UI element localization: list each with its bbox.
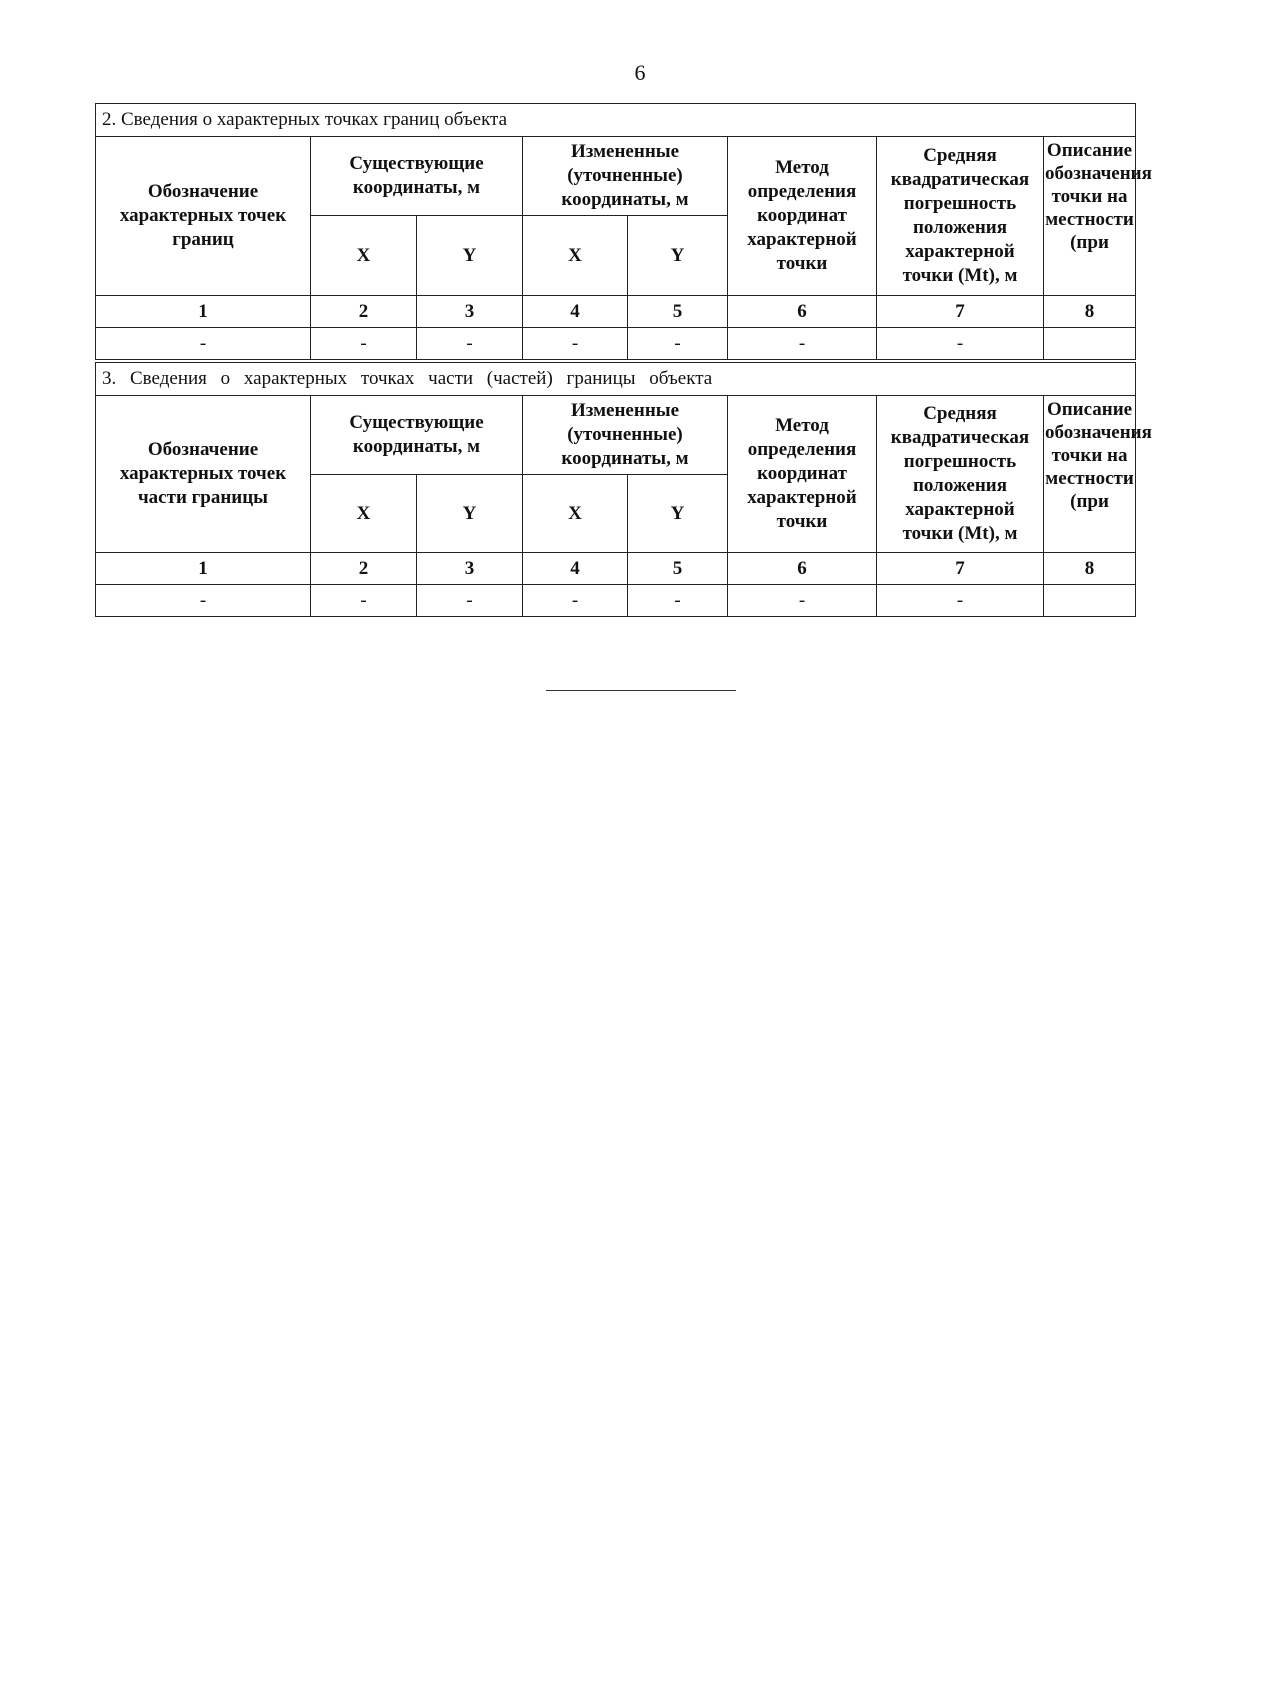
column-number: 1 bbox=[96, 553, 311, 585]
header-y-existing: Y bbox=[417, 475, 523, 553]
header-method: Метод определения координат характерной точки bbox=[728, 396, 877, 553]
column-number: 4 bbox=[523, 296, 628, 328]
header-changed-coordinates: Измененные (уточненные) координаты, м bbox=[523, 396, 728, 475]
header-existing-coordinates: Существующие координаты, м bbox=[311, 137, 523, 216]
column-number: 3 bbox=[417, 296, 523, 328]
header-description bbox=[1044, 396, 1152, 553]
page-number: 6 bbox=[634, 60, 646, 85]
table-cell: - bbox=[96, 585, 311, 617]
table-cell: - bbox=[523, 585, 628, 617]
column-number: 3 bbox=[417, 553, 523, 585]
header-y-changed: Y bbox=[628, 475, 728, 553]
column-number: 8 bbox=[1044, 553, 1136, 585]
column-number: 2 bbox=[311, 553, 417, 585]
header-y-changed: Y bbox=[628, 216, 728, 296]
header-error: Средняя квадратическая погрешность положения характерной точки (Mt), м bbox=[877, 396, 1044, 553]
header-y-existing: Y bbox=[417, 216, 523, 296]
header-designation: Обозначение характерных точек части границы bbox=[96, 396, 311, 553]
column-number: 7 bbox=[877, 553, 1044, 585]
table-cell: - bbox=[417, 328, 523, 360]
section-2-title: 2. Сведения о характерных точках границ объекта bbox=[96, 104, 1136, 137]
header-error: Средняя квадратическая погрешность положения характерной точки (Mt), м bbox=[877, 137, 1044, 296]
header-description-text: Описание обозначения точки на местности (при bbox=[1045, 140, 1152, 253]
header-description bbox=[1044, 137, 1152, 296]
table-cell bbox=[1044, 585, 1136, 617]
boundary-part-points-table bbox=[95, 362, 1152, 617]
column-number: 5 bbox=[628, 296, 728, 328]
column-number: 1 bbox=[96, 296, 311, 328]
table-cell bbox=[1044, 328, 1136, 360]
header-description-text: Описание обозначения точки на местности (при bbox=[1045, 399, 1152, 512]
table-cell: - bbox=[728, 585, 877, 617]
header-changed-coordinates: Измененные (уточненные) координаты, м bbox=[523, 137, 728, 216]
boundary-points-table bbox=[95, 103, 1152, 360]
column-number: 2 bbox=[311, 296, 417, 328]
header-x-existing: X bbox=[311, 475, 417, 553]
table-cell: - bbox=[311, 328, 417, 360]
table-cell: - bbox=[628, 585, 728, 617]
table-cell: - bbox=[523, 328, 628, 360]
table-cell: - bbox=[311, 585, 417, 617]
header-x-changed: X bbox=[523, 216, 628, 296]
column-number: 7 bbox=[877, 296, 1044, 328]
column-number: 6 bbox=[728, 553, 877, 585]
footer-divider bbox=[546, 690, 736, 691]
header-existing-coordinates: Существующие координаты, м bbox=[311, 396, 523, 475]
header-designation: Обозначение характерных точек границ bbox=[96, 137, 311, 296]
header-x-existing: X bbox=[311, 216, 417, 296]
table-cell: - bbox=[728, 328, 877, 360]
table-cell: - bbox=[877, 328, 1044, 360]
column-number: 4 bbox=[523, 553, 628, 585]
table-cell: - bbox=[96, 328, 311, 360]
column-number: 6 bbox=[728, 296, 877, 328]
table-cell: - bbox=[417, 585, 523, 617]
column-number: 8 bbox=[1044, 296, 1136, 328]
section-3-title: 3. Сведения о характерных точках части (частей) границы объекта bbox=[96, 363, 1136, 396]
table-cell: - bbox=[628, 328, 728, 360]
table-cell: - bbox=[877, 585, 1044, 617]
header-method: Метод определения координат характерной точки bbox=[728, 137, 877, 296]
column-number: 5 bbox=[628, 553, 728, 585]
header-x-changed: X bbox=[523, 475, 628, 553]
